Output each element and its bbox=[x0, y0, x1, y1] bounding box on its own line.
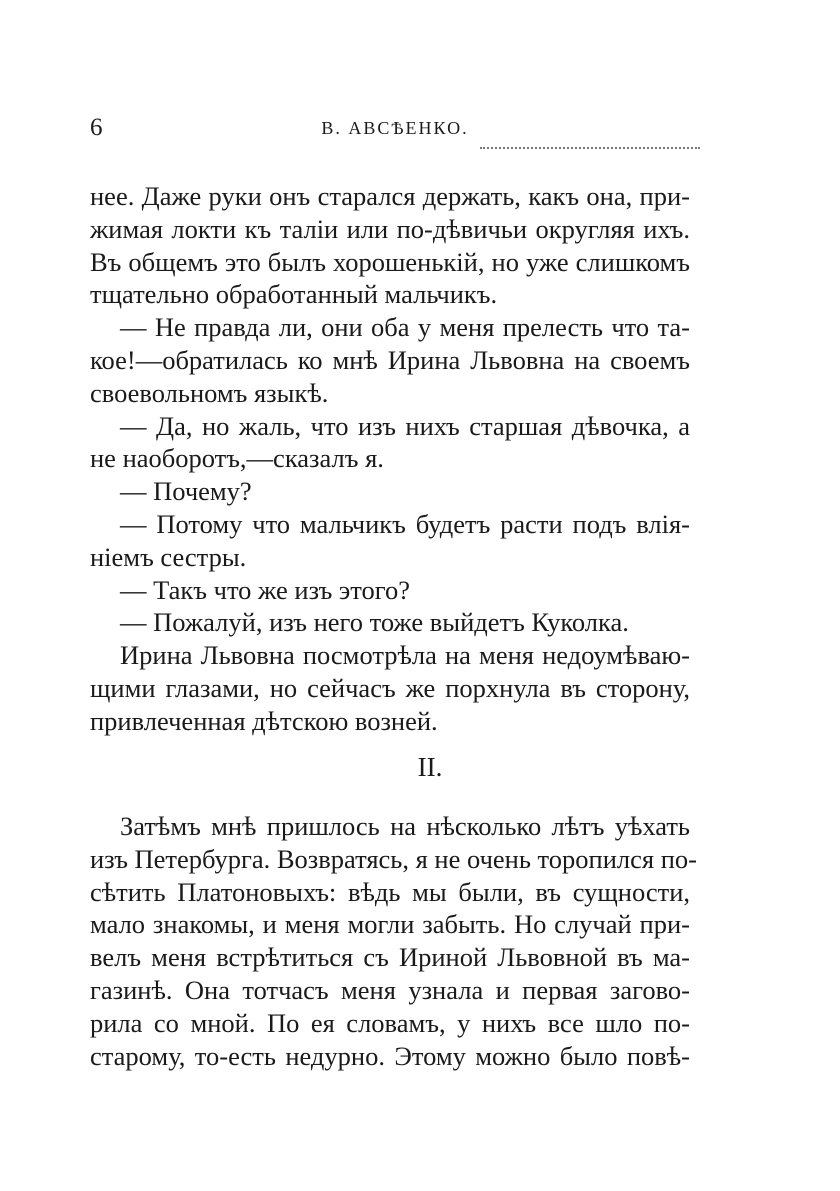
header-rule bbox=[480, 147, 700, 149]
text-block-chapter-end bbox=[90, 180, 690, 738]
text-line: привлеченная дѣтскою возней. bbox=[90, 705, 438, 736]
running-head: В. АВСѢЕНКО. bbox=[321, 118, 469, 138]
text-line: мало знакомы, и меня могли забыть. Но случай при- bbox=[90, 909, 690, 940]
text-line: — Не правда ли, они оба у меня прелесть что та- bbox=[120, 312, 690, 343]
text-line: изъ Петербурга. Возвратясь, я не очень торопился по- bbox=[90, 843, 697, 874]
text-line: — Потому что мальчикъ будетъ расти подъ влія- bbox=[120, 508, 690, 539]
text-line: газинѣ. Она тотчасъ меня узнала и первая загово- bbox=[90, 974, 690, 1005]
text-line: — Почему? bbox=[120, 476, 252, 507]
page-header bbox=[90, 112, 700, 152]
text-line: старому, то-есть недурно. Этому можно было повѣ- bbox=[90, 1040, 690, 1071]
page-number: 6 bbox=[90, 114, 103, 141]
text-line: жимая локти къ таліи или по-дѣвичьи округляя ихъ. bbox=[90, 213, 690, 244]
text-line: не наоборотъ,—сказалъ я. bbox=[90, 443, 384, 474]
text-line: Ирина Львовна посмотрѣла на меня недоумѣваю- bbox=[120, 640, 690, 671]
text-line: Въ общемъ это былъ хорошенькій, но уже слишкомъ bbox=[90, 246, 690, 277]
text-line: своевольномъ языкѣ. bbox=[90, 377, 329, 408]
text-line: сѣтить Платоновыхъ: вѣдь мы были, въ сущности, bbox=[90, 876, 690, 907]
text-line: нее. Даже руки онъ старался держать, какъ она, при- bbox=[90, 181, 690, 211]
text-line: ніемъ сестры. bbox=[90, 541, 247, 572]
text-line: рила со мной. По ея словамъ, у нихъ все шло по- bbox=[90, 1007, 690, 1038]
text-line: тщательно обработанный мальчикъ. bbox=[90, 279, 498, 310]
text-line: — Такъ что же изъ этого? bbox=[120, 574, 410, 605]
text-line: Затѣмъ мнѣ пришлось на нѣсколько лѣтъ уѣхать bbox=[120, 811, 690, 841]
text-line: кое!—обратилась ко мнѣ Ирина Львовна на своемъ bbox=[90, 344, 690, 375]
text-line: велъ меня встрѣтиться съ Ириной Львовной въ ма- bbox=[90, 942, 690, 973]
text-block-section-two bbox=[90, 810, 697, 1072]
text-line: — Пожалуй, изъ него тоже выйдетъ Куколка. bbox=[120, 607, 629, 638]
text-line: щими глазами, но сейчасъ же порхнула въ сторону, bbox=[90, 672, 690, 703]
text-line: — Да, но жаль, что изъ нихъ старшая дѣвочка, а bbox=[120, 410, 690, 441]
section-heading: II. bbox=[417, 752, 443, 782]
